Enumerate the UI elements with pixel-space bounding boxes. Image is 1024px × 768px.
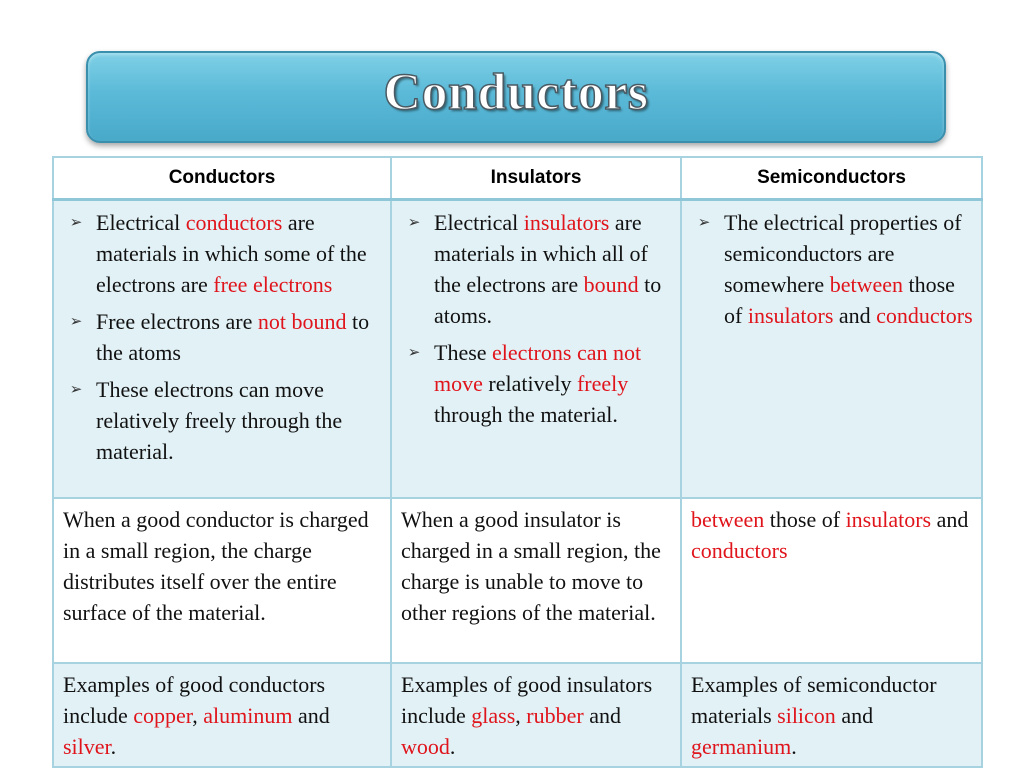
highlight-text: germanium	[691, 733, 792, 759]
highlight-text: silicon	[777, 702, 836, 728]
title-banner	[86, 51, 946, 143]
text-run: ,	[515, 702, 527, 728]
comparison-table	[52, 156, 983, 768]
text-run: .	[791, 733, 797, 759]
text-run: Examples of semiconductor materials	[691, 671, 937, 728]
highlight-text: conductors	[876, 303, 973, 328]
text-run: and	[835, 702, 874, 728]
highlight-text: copper	[133, 702, 193, 728]
highlight-text: between	[691, 506, 765, 532]
arrow-right-icon: ➢	[69, 213, 83, 231]
highlight-text: insulators	[845, 506, 932, 532]
insulators-charging-cell	[391, 498, 681, 663]
text-run: Electrical	[96, 210, 186, 235]
highlight-text: wood	[401, 733, 450, 759]
highlight-text: insulators	[747, 303, 834, 328]
list-item	[691, 207, 973, 331]
text-run: The electrical properties of semiconductors are somewhere	[724, 210, 962, 297]
arrow-right-icon: ➢	[407, 213, 421, 231]
text-run: These electrons can move relatively freely through the material.	[96, 377, 343, 464]
highlight-text: between	[829, 272, 903, 297]
arrow-right-icon: ➢	[69, 380, 83, 398]
list-item	[401, 337, 672, 430]
text-run: and	[931, 506, 969, 532]
properties-row	[53, 200, 982, 498]
conductors-properties-cell	[53, 200, 391, 498]
insulators-bullet-list	[401, 207, 672, 430]
text-run: to the atoms	[96, 309, 370, 365]
examples-row	[53, 663, 982, 767]
header-insulators: Insulators	[391, 157, 681, 200]
highlight-text: glass	[471, 702, 516, 728]
text-run: .	[110, 733, 117, 759]
text-run: and	[583, 702, 621, 728]
semiconductors-properties-cell	[681, 200, 982, 498]
text-run: ,	[192, 702, 204, 728]
charging-row	[53, 498, 982, 663]
text-run: Examples of good conductors include	[63, 671, 326, 728]
conductors-bullet-list	[63, 207, 382, 467]
text-run: .	[449, 733, 456, 759]
text-run: relatively	[482, 371, 577, 396]
cell-text: When a good insulator is charged in a small region, the charge is unable to move to other regions of the material.	[401, 506, 661, 625]
text-run: are materials in which some of the electrons are	[96, 210, 367, 297]
highlight-text: free electrons	[213, 272, 333, 297]
list-item	[63, 207, 382, 300]
text-run: to atoms.	[434, 272, 662, 328]
highlight-text: rubber	[526, 702, 584, 728]
text-run: Free electrons are	[96, 309, 258, 334]
text-run: Examples of good insulators include	[401, 671, 653, 728]
arrow-right-icon: ➢	[697, 213, 711, 231]
text-run: those of	[724, 272, 955, 328]
highlight-text: aluminum	[203, 702, 293, 728]
semiconductors-examples-cell	[681, 663, 982, 767]
highlight-text: insulators	[523, 210, 610, 235]
text-run: and	[292, 702, 330, 728]
list-item	[63, 374, 382, 467]
list-item	[401, 207, 672, 331]
list-item	[63, 306, 382, 368]
text-run: those of	[764, 506, 846, 532]
semiconductors-bullet-list	[691, 207, 973, 331]
page-title: Conductors	[383, 63, 649, 121]
text-run: These	[434, 340, 493, 365]
highlight-text: not bound	[257, 309, 347, 334]
highlight-text: electrons can not move	[434, 340, 642, 396]
highlight-text: freely	[576, 371, 629, 396]
text-run: are materials in which all of the electrons are	[434, 210, 648, 297]
header-conductors: Conductors	[53, 157, 391, 200]
text-run: through the material.	[434, 402, 618, 427]
header-row	[53, 157, 982, 200]
text-run: and	[833, 303, 877, 328]
highlight-text: conductors	[185, 210, 283, 235]
highlight-text: bound	[583, 272, 639, 297]
header-semiconductors: Semiconductors	[681, 157, 982, 200]
semiconductors-charging-cell	[681, 498, 982, 663]
insulators-examples-cell	[391, 663, 681, 767]
conductors-charging-cell	[53, 498, 391, 663]
insulators-properties-cell	[391, 200, 681, 498]
highlight-text: silver	[63, 733, 111, 759]
conductors-examples-cell	[53, 663, 391, 767]
cell-text: When a good conductor is charged in a small region, the charge distributes itself over the entire surface of the material.	[63, 506, 369, 625]
arrow-right-icon: ➢	[69, 312, 83, 330]
highlight-text: conductors	[691, 537, 788, 563]
arrow-right-icon: ➢	[407, 343, 421, 361]
text-run: Electrical	[434, 210, 524, 235]
